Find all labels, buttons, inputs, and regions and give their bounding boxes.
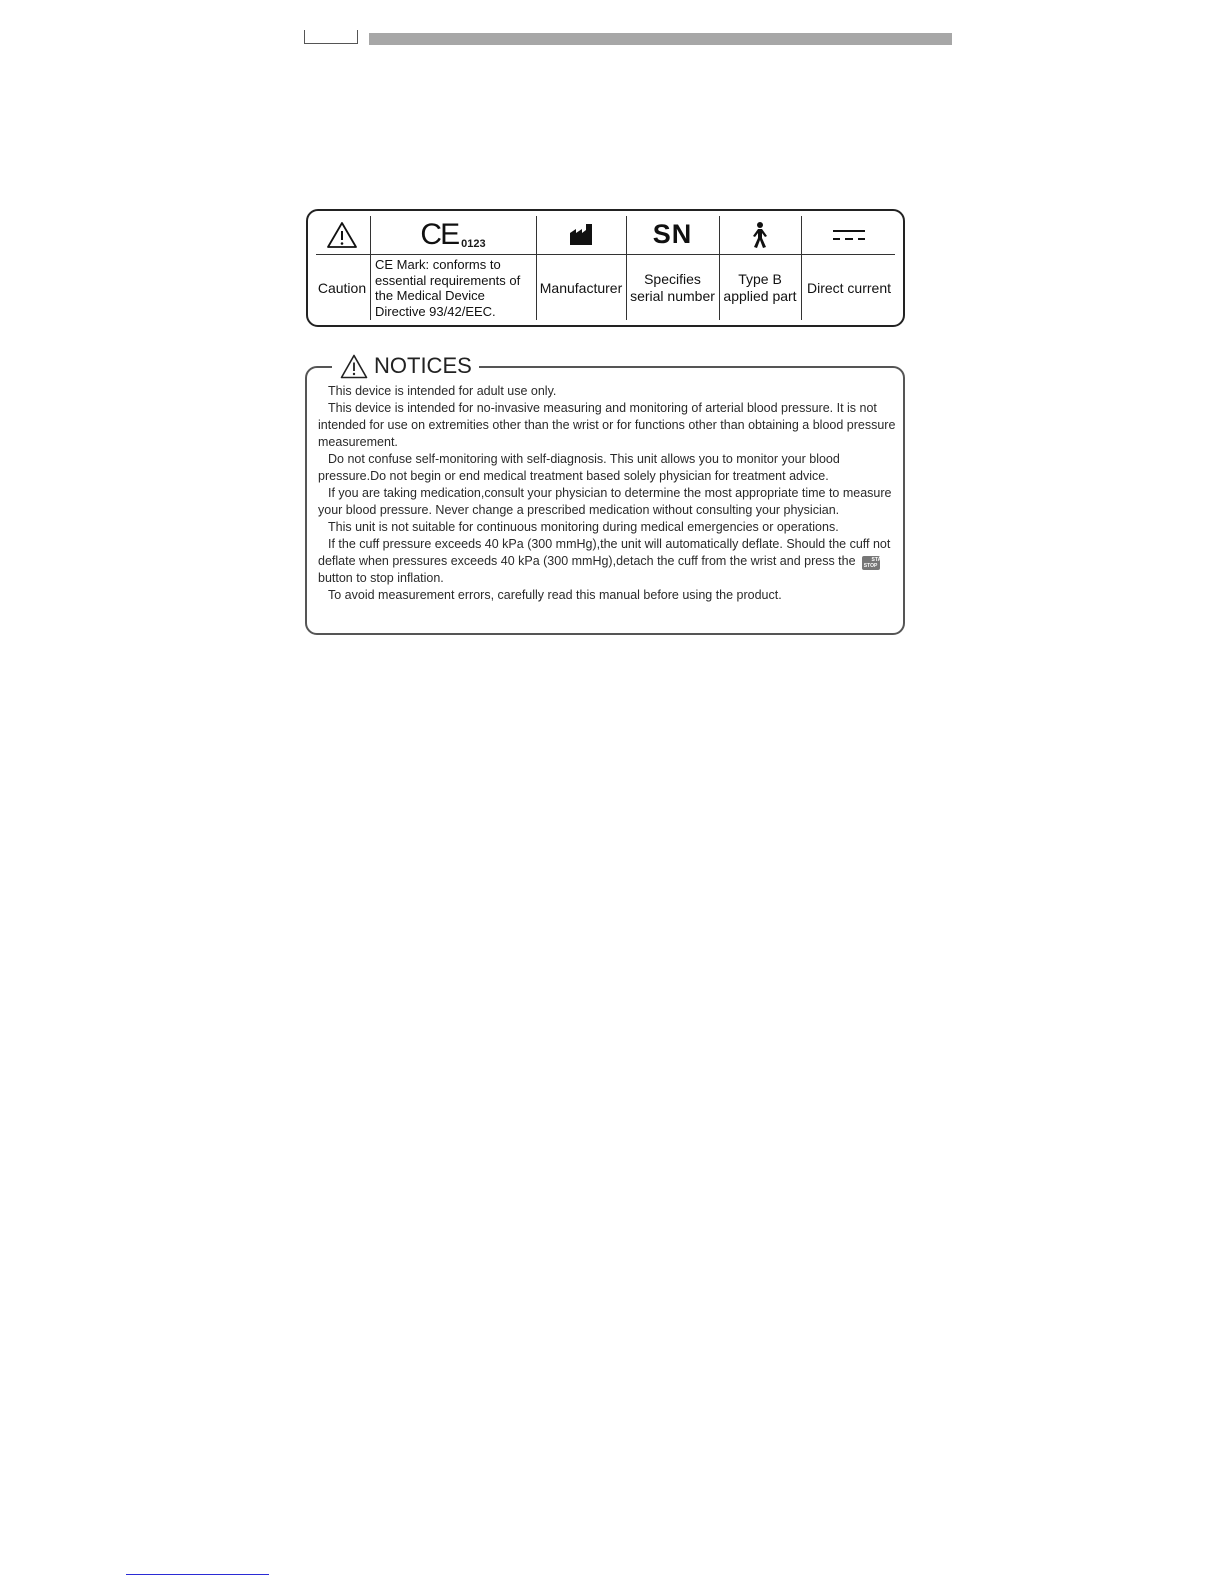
notice-paragraph: To avoid measurement errors, carefully read this manual before using the product. <box>328 588 782 602</box>
start-stop-button-icon: START STOP <box>862 556 880 570</box>
notice-paragraph: This device is intended for adult use only. <box>328 384 557 398</box>
symbol-label: Manufacturer <box>539 279 623 296</box>
notice-paragraph: Do not confuse self-monitoring with self-diagnosis. This unit allows you to monitor your blood pressure.Do not begin or end medical treatment based solely physician for treatment advice. <box>318 452 840 483</box>
notice-paragraph: This device is intended for no-invasive measuring and monitoring of arterial blood pressure. It is not intended for use on extremities other than the wrist or for functions other than obtaining a blood pressure measurement. <box>318 401 896 449</box>
notice-paragraph-cuff: If the cuff pressure exceeds 40 kPa (300 mmHg),the unit will automatically deflate. Should the cuff not deflate when pressures exceeds 40 kPa (300 mmHg),detach the cuff from the wrist and press the START STOPbutton to stop inflation. <box>318 537 891 585</box>
serial-number-icon: SN <box>652 219 693 249</box>
notice-paragraph: This unit is not suitable for continuous monitoring during medical emergencies or operations. <box>328 520 839 534</box>
symbol-label: Direct current <box>806 279 892 296</box>
ce-mark-icon: CE 0123 <box>420 217 486 251</box>
symbol-serial-number <box>626 216 720 320</box>
symbol-manufacturer <box>536 216 627 320</box>
notices-body <box>318 383 902 604</box>
type-b-applied-part-icon <box>719 216 801 253</box>
notices-title <box>332 352 479 380</box>
symbol-type-b <box>719 216 802 320</box>
symbol-label: Specifies serial number <box>630 271 715 304</box>
symbols-table <box>306 209 905 327</box>
direct-current-icon <box>801 216 897 253</box>
manufacturer-icon <box>536 216 626 253</box>
notices-title-text: NOTICES <box>374 353 472 378</box>
warning-triangle-icon <box>340 354 368 379</box>
symbol-label: Type B applied part <box>723 271 797 304</box>
symbol-direct-current <box>801 216 897 320</box>
header-bar <box>369 33 952 45</box>
header-page-box <box>304 30 358 44</box>
notice-paragraph: If you are taking medication,consult your physician to determine the most appropriate time to measure your blood pressure. Never change a prescribed medication without consulting your physician. <box>318 486 892 517</box>
symbol-label: CE Mark: conforms to essential requirements of the Medical Device Directive 93/42/EEC. <box>375 257 521 319</box>
warning-triangle-icon <box>314 216 370 253</box>
footer-link-line <box>126 1574 269 1575</box>
symbol-caution <box>314 216 371 320</box>
symbol-label: Caution <box>317 279 367 296</box>
symbol-ce-mark <box>370 216 537 320</box>
